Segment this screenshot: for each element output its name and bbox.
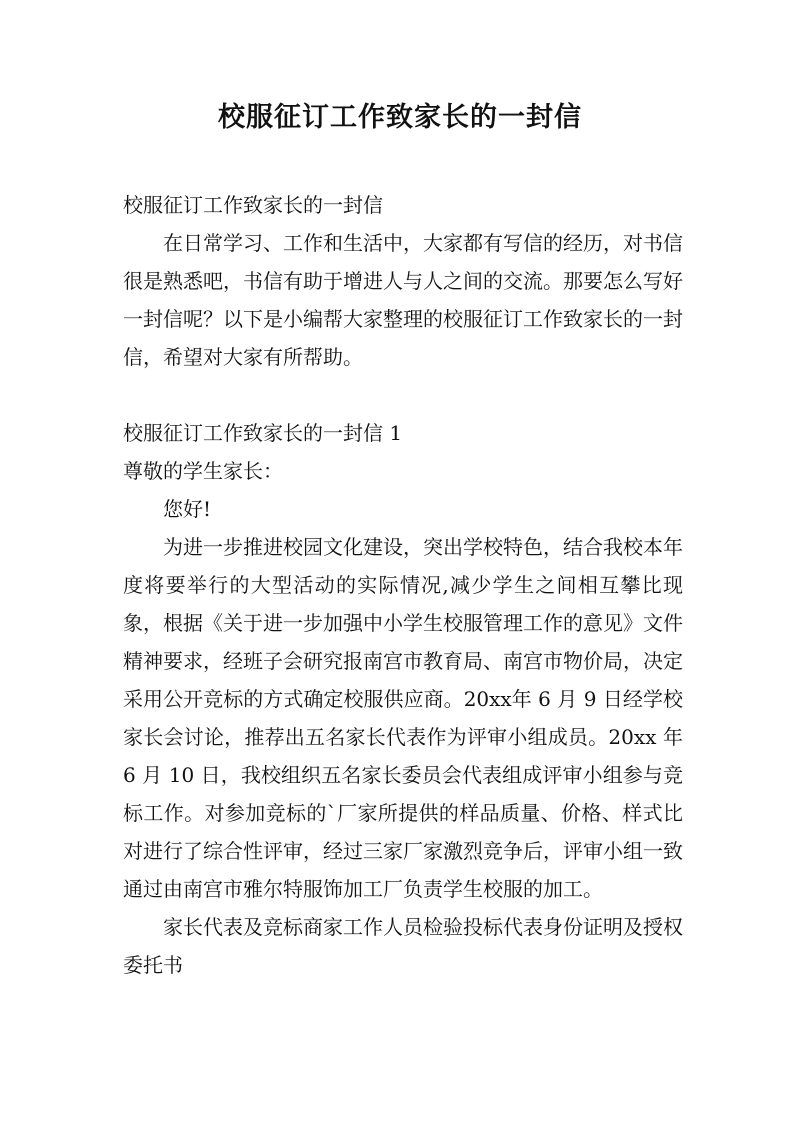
document-title: 校服征订工作致家长的一封信 xyxy=(218,102,582,133)
letter-heading: 校服征订工作致家长的一封信 1 xyxy=(123,421,403,445)
body-paragraph-2: 家长代表及竞标商家工作人员检验投标代表身份证明及授权委托书 xyxy=(123,915,683,977)
document-body xyxy=(123,186,683,984)
section-subtitle: 校服征订工作致家长的一封信 xyxy=(123,193,383,217)
blank-line xyxy=(123,376,683,414)
body-paragraph-1: 为进一步推进校园文化建设，突出学校特色，结合我校本年度将要举行的大型活动的实际情况,减少学生之间相互攀比现象，根据《关于进一步加强中小学生校服管理工作的意见》文件精神要求，经班子会研究报南宫市教育局、南宫市物价局，决定采用公开竞标的方式确定校服供应商。20xx年 6 月 9 日经学校家长会讨论，推荐出五名家长代表作为评审小组成员。20xx 年 6 月 10 日，我校组织五名家长委员会代表组成评审小组参与竞标工作。对参加竞标的`厂家所提供的样品质量、价格、样式比对进行了综合性评审，经过三家厂家激烈竞争后，评审小组一致通过由南宫市雅尔特服饰加工厂负责学生校服的加工。 xyxy=(123,535,683,901)
salutation: 尊敬的学生家长： xyxy=(123,459,283,483)
greeting: 您好! xyxy=(163,497,212,521)
intro-paragraph: 在日常学习、工作和生活中，大家都有写信的经历，对书信很是熟悉吧，书信有助于增进人与人之间的交流。那要怎么写好一封信呢？以下是小编帮大家整理的校服征订工作致家长的一封信，希望对大家有所帮助。 xyxy=(123,231,683,369)
